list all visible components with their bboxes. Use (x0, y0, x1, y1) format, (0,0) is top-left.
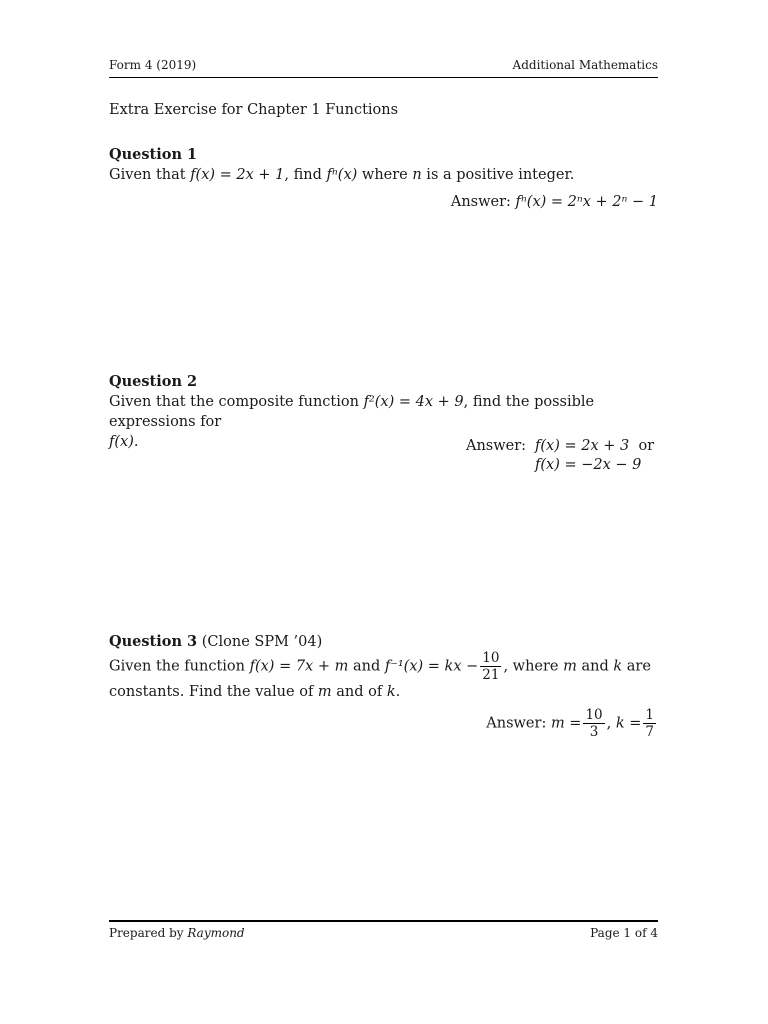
fraction-10-3: $\frac{10}{3}$ (585, 707, 603, 740)
question-3-text-line-2: constants. Find the value of m and of k. (109, 684, 401, 700)
question-3-subtitle: (Clone SPM ’04) (201, 634, 323, 650)
page-title: Extra Exercise for Chapter 1 Functions (109, 102, 399, 118)
question-2-text: Given that the composite function f²(x) = 4x + 9, find the possible expressions for f(x). (109, 394, 595, 450)
page-number: Page 1 of 4 (590, 926, 658, 940)
question-2-answer-2: f(x) = −2x − 9 (535, 457, 642, 473)
question-2-answer-1: f(x) = 2x + 3 or (535, 438, 655, 454)
question-1 (109, 145, 658, 185)
header-right: Additional Mathematics (512, 58, 658, 72)
question-3-answer: Answer: m = $\frac{10}{3}$ , k = $\frac{1}{7}$ (486, 707, 654, 740)
header-rule (109, 77, 658, 78)
question-1-title: Question 1 (109, 146, 198, 163)
question-2-title: Question 2 (109, 373, 198, 390)
question-3-text: Given the function f(x) = 7x + m and f⁻¹(x) = kx − $\frac{10}{21}$ , where m and k are (109, 650, 651, 683)
question-3-title: Question 3 (109, 633, 198, 650)
footer-left: Prepared by Raymond (109, 926, 245, 940)
question-2-answer-label: Answer: (466, 438, 527, 454)
author-name: Raymond (187, 926, 245, 940)
footer-rule (109, 920, 658, 922)
fraction-1-7: $\frac{1}{7}$ (645, 707, 654, 740)
fraction-10-21: $\frac{10}{21}$ (482, 650, 500, 683)
header-left: Form 4 (2019) (109, 58, 197, 72)
question-1-text: Given that f(x) = 2x + 1, find fⁿ(x) where n is a positive integer. (109, 167, 575, 183)
question-3-heading (109, 632, 322, 652)
question-1-answer: Answer: fⁿ(x) = 2ⁿx + 2ⁿ − 1 (450, 194, 658, 210)
